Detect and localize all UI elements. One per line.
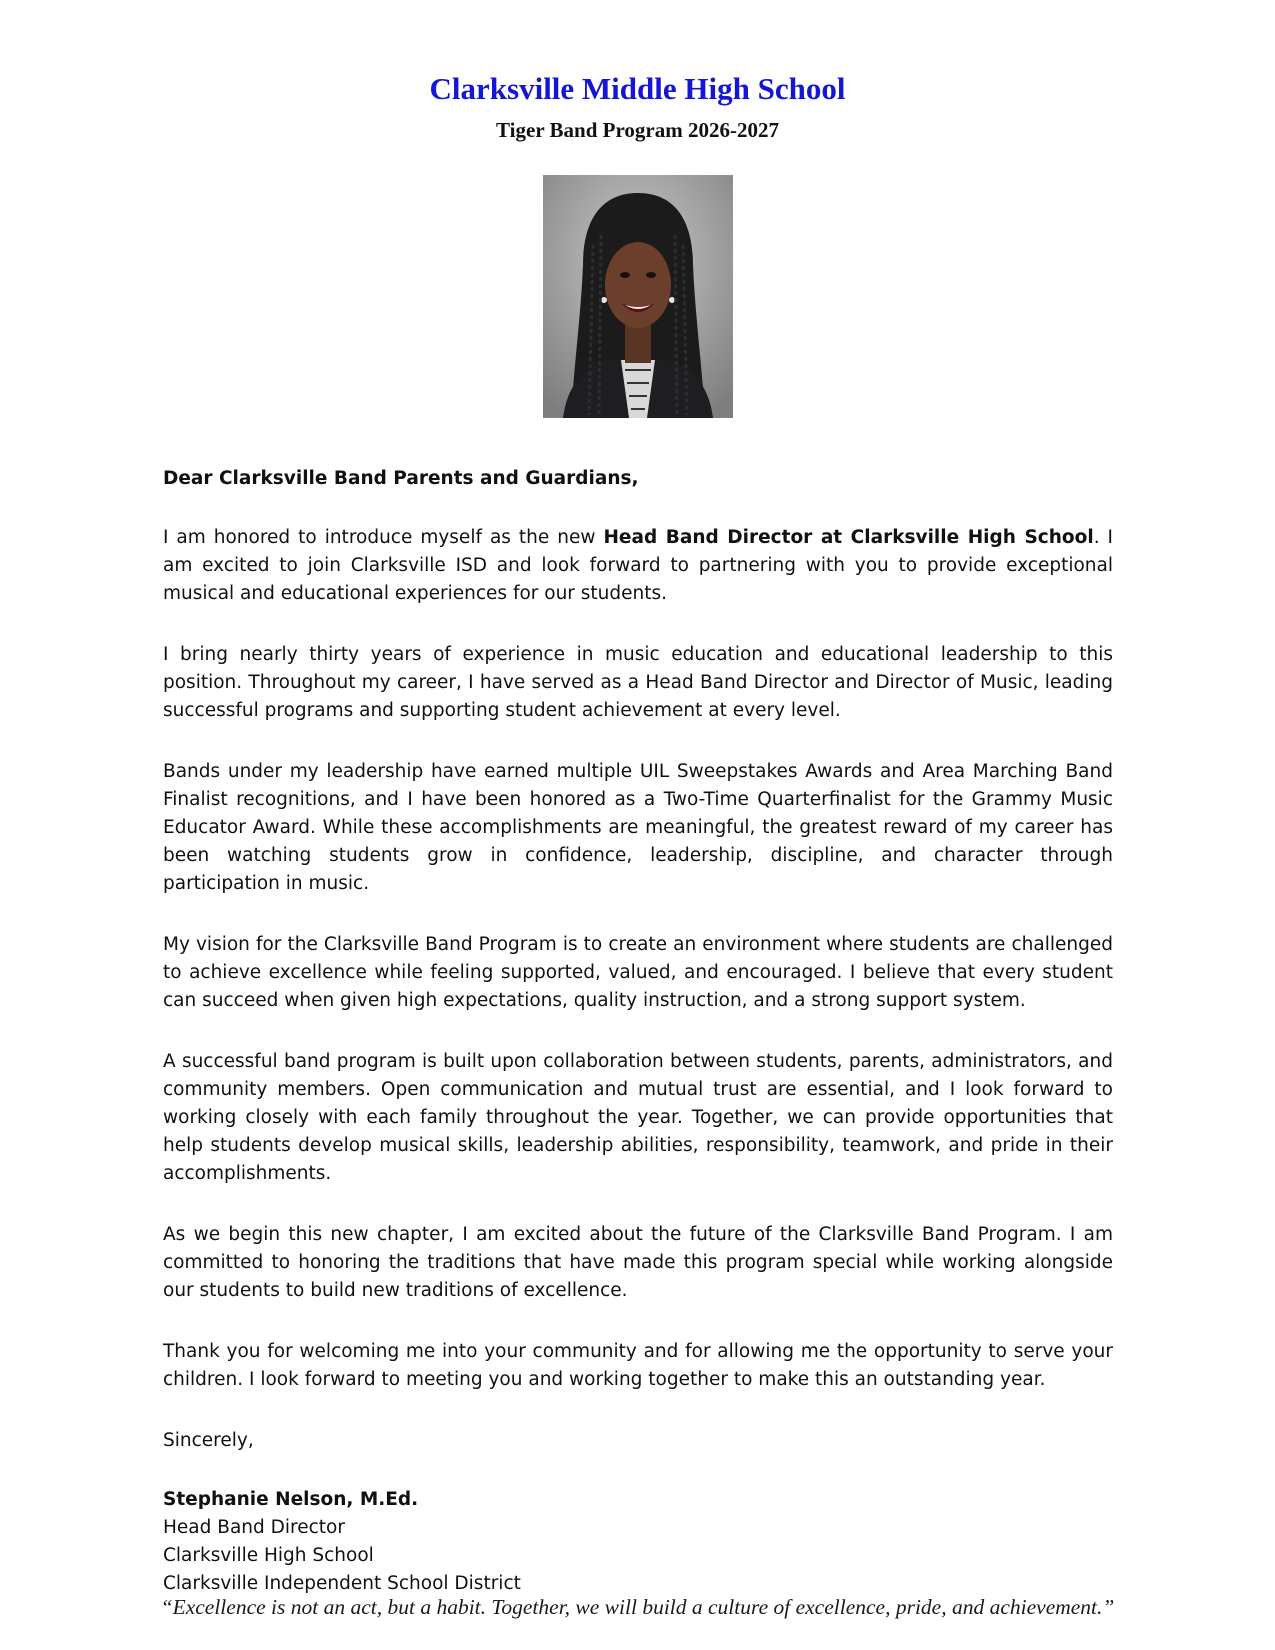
paragraph-collaboration: A successful band program is built upon collaboration between students, parents, administrators, and community members. Open communication and mutual trust are essential, and I look forward to working closely with each family throughout the year. Together, we can provide opportunities that help students develop musical skills, leadership abilities, responsibility, teamwork, and pride in their accomplishments. — [163, 1051, 1113, 1184]
portrait-image — [543, 175, 733, 418]
signature-name: Stephanie Nelson, M.Ed. — [163, 1489, 419, 1510]
intro-text-start: I am honored to introduce myself as the new — [163, 527, 604, 548]
paragraph-experience: I bring nearly thirty years of experience in music education and educational leadership to this position. Throughout my career, I have served as a Head Band Director and Director of Music, leading successful programs and supporting student achievement at every level. — [163, 644, 1113, 721]
director-portrait — [543, 175, 733, 418]
program-title: Tiger Band Program 2026-2027 — [496, 118, 779, 142]
footer-quote: “Excellence is not an act, but a habit. Together, we will build a culture of excellence, pride, and achievement.” — [160, 1595, 1115, 1619]
signature-title: Head Band Director — [163, 1517, 345, 1538]
paragraph-new-chapter: As we begin this new chapter, I am excited about the future of the Clarksville Band Program. I am committed to honoring the traditions that have made this program special while working alongside our students to build new traditions of excellence. — [163, 1224, 1113, 1301]
paragraph-vision: My vision for the Clarksville Band Program is to create an environment where students are challenged to achieve excellence while feeling supported, valued, and encouraged. I believe that every student can succeed when given high expectations, quality instruction, and a strong support system. — [163, 934, 1113, 1011]
signature-school: Clarksville High School — [163, 1545, 374, 1566]
paragraph-thank-you: Thank you for welcoming me into your community and for allowing me the opportunity to serve your children. I look forward to meeting you and working together to make this an outstanding year. — [163, 1341, 1113, 1390]
signature-district: Clarksville Independent School District — [163, 1573, 521, 1594]
school-name-heading: Clarksville Middle High School — [429, 71, 846, 106]
paragraph-achievements: Bands under my leadership have earned multiple UIL Sweepstakes Awards and Area Marching Band Finalist recognitions, and I have been honored as a Two-Time Quarterfinalist for the Grammy Music Educator Award. While these accomplishments are meaningful, the greatest reward of my career has been watching students grow in confidence, leadership, discipline, and character through participation in music. — [163, 761, 1113, 894]
intro-position-emphasis: Head Band Director at Clarksville High School — [603, 527, 1094, 548]
signature-block — [163, 1486, 1113, 1598]
salutation: Dear Clarksville Band Parents and Guardians, — [163, 468, 639, 489]
intro-text-end: . I am excited to join Clarksville ISD and look forward to partnering with you to provide exceptional musical and educational experiences for our students. — [163, 527, 1113, 604]
letter-body — [163, 465, 1113, 1598]
paragraph-introduction — [163, 524, 1113, 608]
closing: Sincerely, — [163, 1430, 254, 1451]
